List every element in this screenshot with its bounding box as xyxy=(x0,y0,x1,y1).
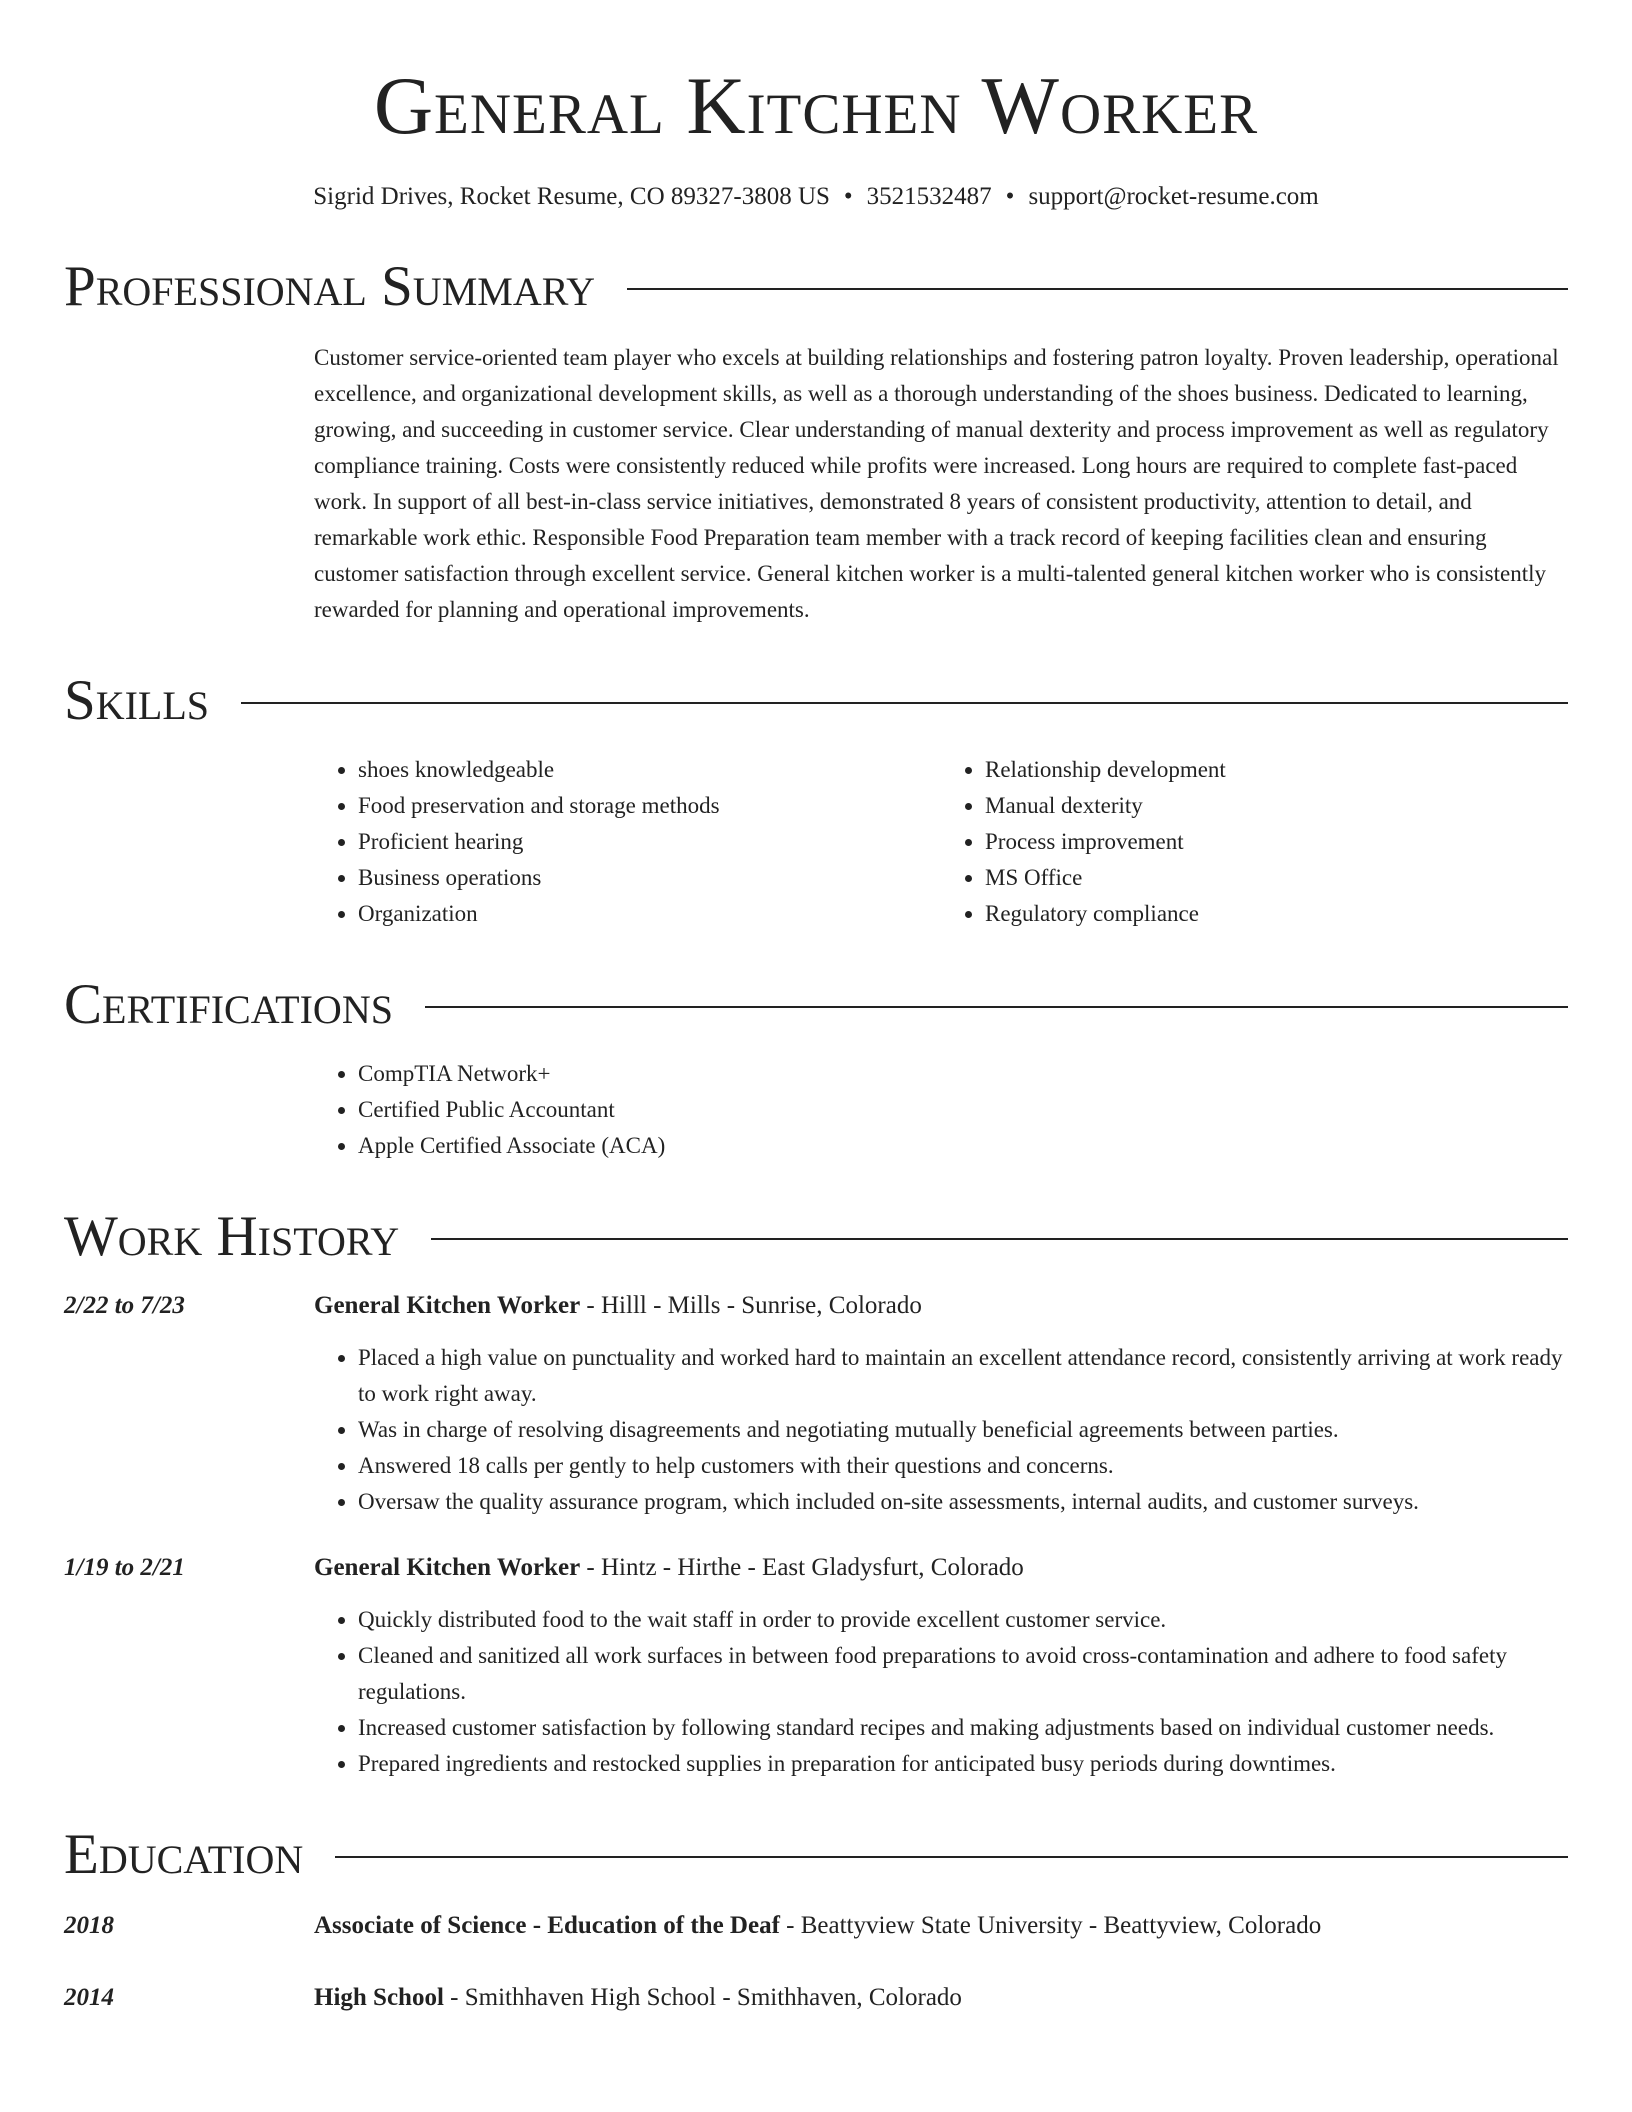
job-entry xyxy=(64,1288,1568,1520)
skills-section-header xyxy=(64,666,1568,736)
section-divider xyxy=(241,702,1568,704)
skill-item: • Manual dexterity xyxy=(985,788,1568,824)
certification-item: • Apple Certified Associate (ACA) xyxy=(358,1128,1568,1164)
education-degree: High School xyxy=(314,1984,444,2011)
job-header xyxy=(64,1288,1568,1324)
job-employer: - Hintz - Hirthe - East Gladysfurt, Colorado xyxy=(580,1554,1024,1581)
skill-item: • Organization xyxy=(358,896,941,932)
job-dates: 1/19 to 2/21 xyxy=(64,1554,185,1581)
resume-name: General Kitchen Worker xyxy=(373,60,1259,151)
job-heading-line xyxy=(314,1288,922,1324)
summary-section-header xyxy=(64,252,1568,322)
skill-item: • MS Office xyxy=(985,860,1568,896)
education-line xyxy=(314,1980,962,2016)
job-duties-list xyxy=(314,1602,1568,1782)
certification-item: • CompTIA Network+ xyxy=(358,1056,1568,1092)
work-section-header xyxy=(64,1202,1568,1272)
job-duty: • Was in charge of resolving disagreements and negotiating mutually beneficial agreements between parties. xyxy=(358,1412,1568,1448)
certifications-heading: Certifications xyxy=(64,973,393,1036)
skill-item: • shoes knowledgeable xyxy=(358,752,941,788)
job-heading-line xyxy=(314,1550,1024,1586)
education-list xyxy=(64,1908,1568,2016)
contact-phone[interactable]: 3521532487 xyxy=(866,183,992,210)
job-title: General Kitchen Worker xyxy=(314,1292,581,1319)
certifications-list xyxy=(314,1056,1568,1164)
job-duties xyxy=(314,1340,1568,1520)
job-duty: • Placed a high value on punctuality and worked hard to maintain an excellent attendance record, consistently arriving at work ready to work right away. xyxy=(358,1340,1568,1412)
summary-heading: Professional Summary xyxy=(64,255,596,318)
job-duty: • Prepared ingredients and restocked supplies in preparation for anticipated busy periods during downtimes. xyxy=(358,1746,1568,1782)
job-duty: • Cleaned and sanitized all work surfaces in between food preparations to avoid cross-contamination and adhere to food safety regulations. xyxy=(358,1638,1568,1710)
skills-heading: Skills xyxy=(64,669,210,732)
skills-list-right xyxy=(941,752,1568,932)
education-heading: Education xyxy=(64,1823,304,1886)
contact-separator: • xyxy=(1005,183,1015,210)
contact-address: Sigrid Drives, Rocket Resume, CO 89327-3808 US xyxy=(313,183,830,210)
contact-email[interactable]: support@rocket-resume.com xyxy=(1028,183,1319,210)
education-year: 2018 xyxy=(64,1912,114,1939)
job-duty: • Quickly distributed food to the wait staff in order to provide excellent customer service. xyxy=(358,1602,1568,1638)
job-duty: • Answered 18 calls per gently to help customers with their questions and concerns. xyxy=(358,1448,1568,1484)
skill-item: • Process improvement xyxy=(985,824,1568,860)
certifications-section-header xyxy=(64,970,1568,1040)
job-duties xyxy=(314,1602,1568,1782)
education-institution: - Smithhaven High School - Smithhaven, Colorado xyxy=(443,1984,962,2011)
education-entry xyxy=(64,1980,1568,2016)
summary-text: Customer service-oriented team player who excels at building relationships and fostering patron loyalty. Proven leadership, operational excellence, and organizational development skills, as well as a thorough understanding of the shoes business. Dedicated to learning, growing, and succeeding in customer service. Clear understanding of manual dexterity and process improvement as well as regulatory compliance training. Costs were consistently reduced while profits were increased. Long hours are required to complete fast-paced work. In support of all best-in-class service initiatives, demonstrated 8 years of consistent productivity, attention to detail, and remarkable work ethic. Responsible Food Preparation team member with a track record of keeping facilities clean and ensuring customer satisfaction through excellent service. General kitchen worker is a multi-talented general kitchen worker who is consistently rewarded for planning and operational improvements. xyxy=(314,345,1559,622)
education-entry xyxy=(64,1908,1568,1944)
job-employer: - Hilll - Mills - Sunrise, Colorado xyxy=(580,1292,922,1319)
section-divider xyxy=(627,288,1568,290)
job-duties-list xyxy=(314,1340,1568,1520)
skill-item: • Regulatory compliance xyxy=(985,896,1568,932)
certifications-list-wrap xyxy=(314,1056,1568,1164)
education-institution: - Beattyview State University - Beattyview, Colorado xyxy=(779,1912,1322,1939)
work-heading: Work History xyxy=(64,1205,400,1268)
skill-item: • Food preservation and storage methods xyxy=(358,788,941,824)
certification-item: • Certified Public Accountant xyxy=(358,1092,1568,1128)
skills-grid xyxy=(314,752,1568,932)
section-divider xyxy=(431,1238,1568,1240)
skill-item: • Relationship development xyxy=(985,752,1568,788)
skill-item: • Business operations xyxy=(358,860,941,896)
job-duty: • Oversaw the quality assurance program, which included on-site assessments, internal audits, and customer surveys. xyxy=(358,1484,1568,1520)
job-header xyxy=(64,1550,1568,1586)
job-dates: 2/22 to 7/23 xyxy=(64,1292,185,1319)
contact-line xyxy=(64,180,1568,214)
education-year: 2014 xyxy=(64,1984,114,2011)
job-title: General Kitchen Worker xyxy=(314,1554,581,1581)
skills-list-left xyxy=(314,752,941,932)
education-section-header xyxy=(64,1820,1568,1890)
skill-item: • Proficient hearing xyxy=(358,824,941,860)
job-duty: • Increased customer satisfaction by following standard recipes and making adjustments based on individual customer needs. xyxy=(358,1710,1568,1746)
education-line xyxy=(314,1908,1321,1944)
section-divider xyxy=(425,1006,1568,1008)
job-entry xyxy=(64,1550,1568,1782)
education-degree: Associate of Science - Education of the Deaf xyxy=(314,1912,780,1939)
section-divider xyxy=(335,1856,1568,1858)
contact-separator: • xyxy=(843,183,853,210)
